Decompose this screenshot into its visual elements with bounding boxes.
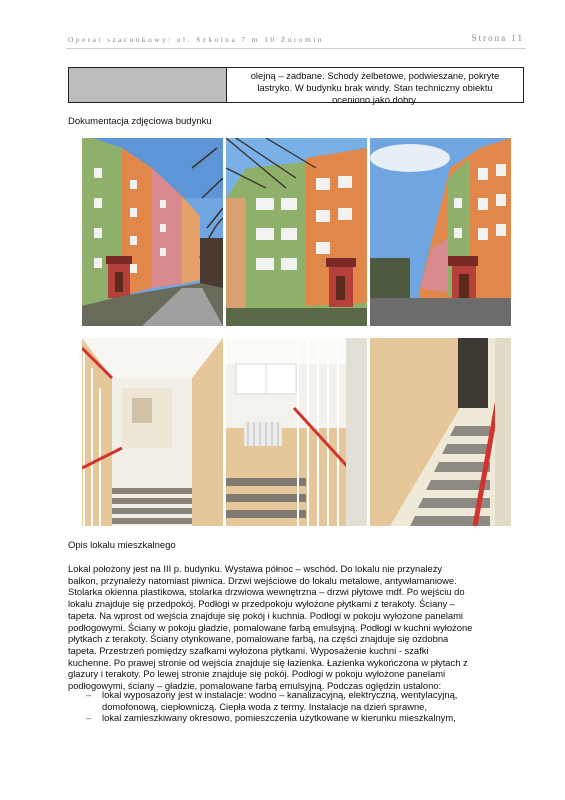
building-photo-2 (226, 138, 367, 326)
description-line: tapeta. Przestrzeń pomiędzy szafkami wyłożona płytkami. Wyposażenie kuchni - szafki (68, 644, 429, 656)
stairwell-photo-2 (226, 338, 367, 526)
description-line: Lokal położony jest na III p. budynku. Wystawa północ – wschód. Do lokalu nie przynależy (68, 563, 443, 574)
page-header (68, 33, 524, 47)
description-line: tapeta. Na wprost od wejścia znajduje się pokój i kuchnia. Podłogi w pokoju wyłożone panelami (68, 609, 464, 621)
description-line: kuchenne. Po prawej stronie od wejścia znajduje się łazienka. Łazienka wykończona w płytach z (68, 656, 468, 668)
header-page-number: Strona 11 (471, 33, 524, 43)
building-photo-3 (370, 138, 511, 326)
list-dash: – (86, 689, 92, 700)
description-line: glazury i terakoty. Po lewej stronie znajduje się pokój. Podłogi w pokoju wyłożone panelami (68, 668, 446, 680)
table-text-line: oceniono jako dobry. (332, 94, 418, 105)
description-line: podłogowymi, ściany – gładzie, pomalowane farbą emulsyjną. Podczas oględzin ustalono: (68, 680, 442, 692)
table-text-line: lastryko. W budynku brak windy. Stan techniczny obiektu (257, 82, 493, 93)
description-line: płytkach z terakoty. Ściany otynkowane, pomalowane farbą, na części znajduje się ozdobna (68, 633, 449, 645)
table-value-cell (227, 70, 523, 106)
stairwell-photo-1 (82, 338, 223, 526)
description-line: podłogowymi. Ściany w pokoju gładzie, pomalowane farbą emulsyjną. Podłogi w kuchni wyłożone (68, 621, 473, 633)
findings-list (68, 689, 524, 724)
list-item (68, 689, 524, 701)
table-label-cell (69, 68, 227, 102)
list-item-text: lokal zamieszkiwany okresowo, pomieszczenia użytkowane w kierunku mieszkalnym, (102, 712, 456, 724)
header-divider (66, 48, 526, 49)
photo-section-title: Dokumentacja zdjęciowa budynku (68, 116, 212, 127)
stairwell-photo-3 (370, 338, 511, 526)
description-line: Stolarka okienna plastikowa, stolarka drzwiowa wewnętrzna – drzwi płytowe mdf. Po wejściu do (68, 586, 465, 598)
list-item-continuation (68, 701, 524, 713)
apartment-section-title: Opis lokalu mieszkalnego (68, 540, 176, 551)
header-document-title: Operat szacunkowy: ul. Szkolna 7 m 10 Żuromin (68, 35, 324, 44)
list-item-text: domofonową, ciepłowniczą. Ciepła woda z termy. Instalacje na dzień sprawne, (102, 700, 427, 712)
description-line: balkon, przynależy natomiast piwnica. Drzwi wejściowe do lokalu metalowe, antywłamaniowe. (68, 574, 457, 586)
description-line: lokalu znajduje się przedpokój. Podłogi w przedpokoju wyłożone płytkami z terakoty. Ściany – (68, 598, 456, 610)
list-item-text: lokal wyposażony jest w instalacje: wodno – kanalizacyjną, elektryczną, wentylacyjną, (102, 689, 458, 700)
description-table (68, 67, 524, 103)
list-item (68, 712, 524, 724)
building-photo-1 (82, 138, 223, 326)
table-text-line: olejną – zadbane. Schody żelbetowe, podwieszane, pokryte (250, 70, 500, 81)
apartment-description (68, 563, 524, 692)
list-dash: – (86, 712, 92, 724)
